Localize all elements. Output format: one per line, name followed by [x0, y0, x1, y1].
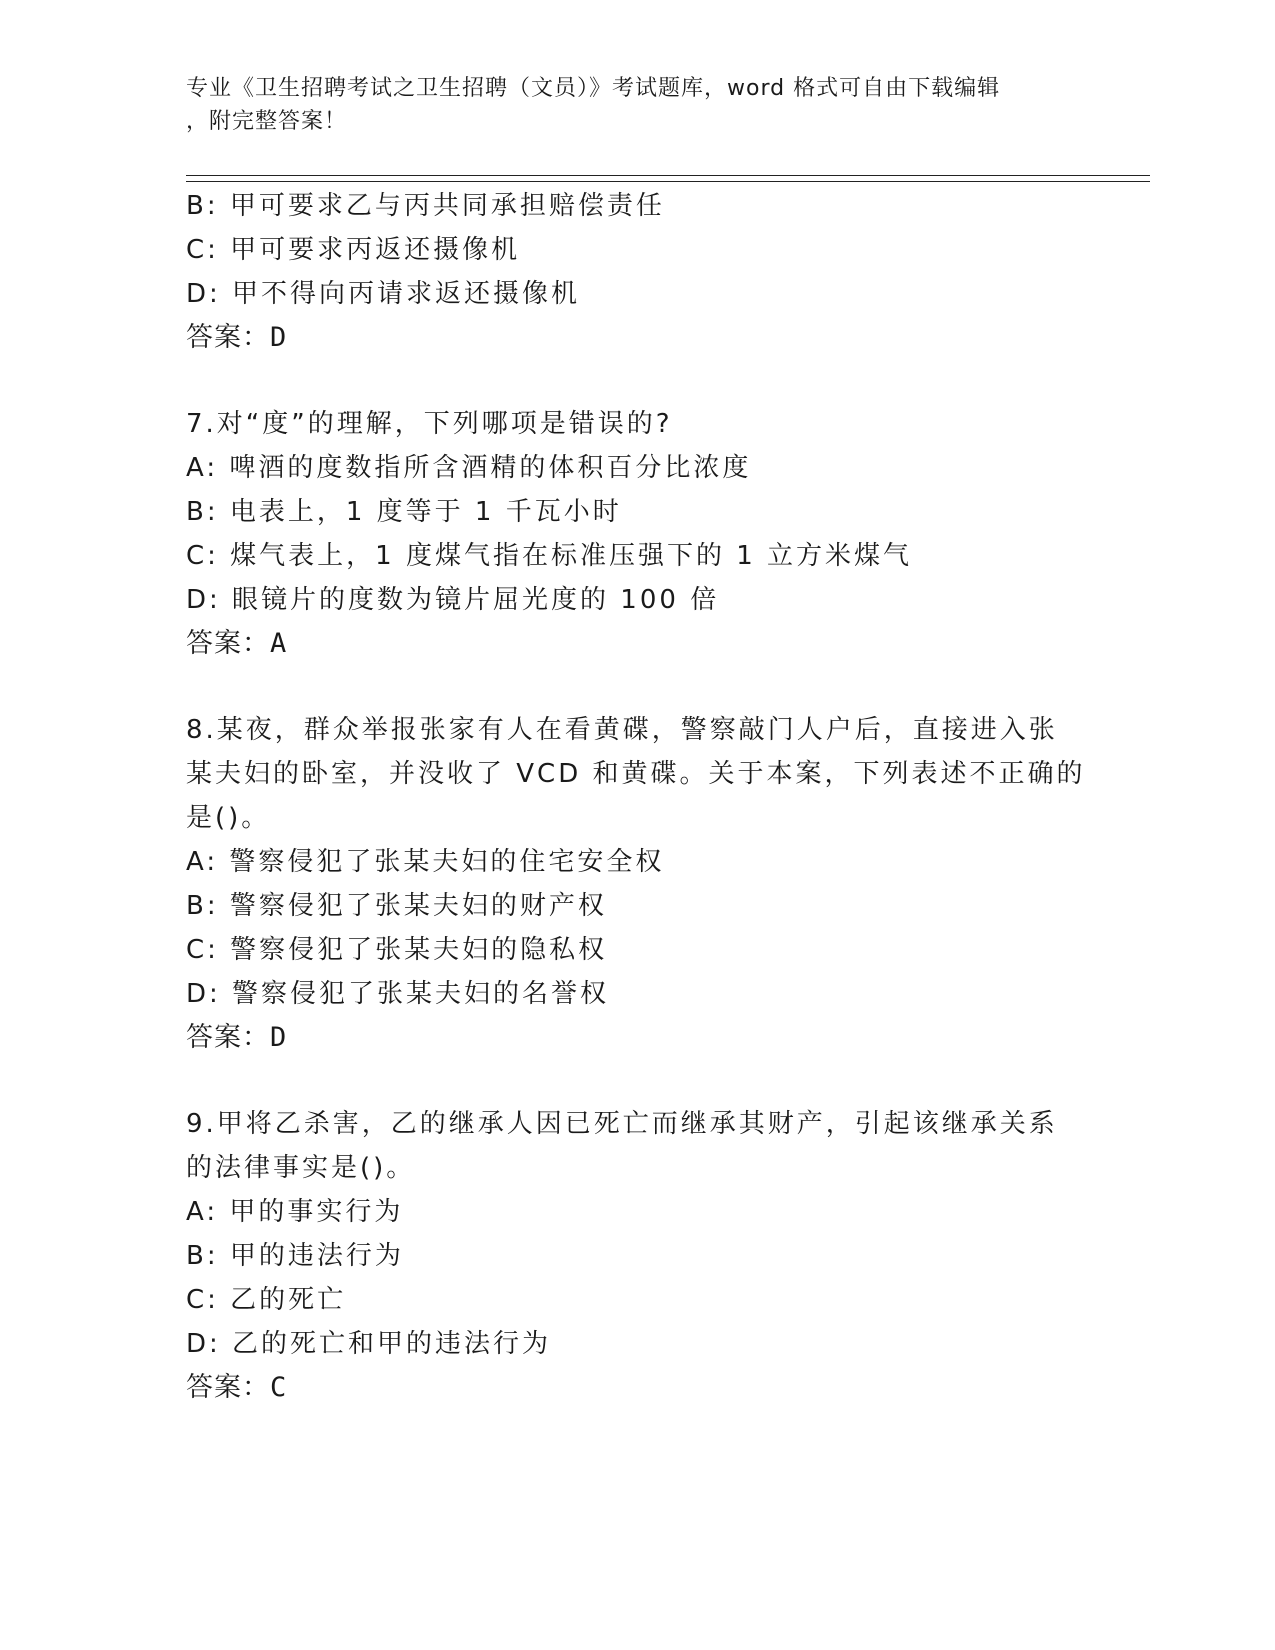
- answer-label: 答案：: [186, 1372, 270, 1403]
- q8-option-c: C: 警察侵犯了张某夫妇的隐私权: [186, 935, 608, 965]
- q9-option-a: A: 甲的事实行为: [186, 1197, 404, 1227]
- header-line-1: 专业《卫生招聘考试之卫生招聘（文员）》考试题库，word 格式可自由下载编辑: [186, 76, 1001, 101]
- header-rule-top: [186, 175, 1150, 176]
- q9-answer: [186, 1370, 287, 1406]
- q7-option-b: B: 电表上，1 度等于 1 千瓦小时: [186, 497, 622, 527]
- answer-value: D: [270, 1022, 288, 1053]
- q9-stem-line-2: 的法律事实是()。: [186, 1153, 416, 1183]
- q6-option-c: C: 甲可要求丙返还摄像机: [186, 235, 521, 265]
- q9-option-d: D: 乙的死亡和甲的违法行为: [186, 1329, 552, 1359]
- header-rule-bottom: [186, 181, 1150, 182]
- q6-option-b: B: 甲可要求乙与丙共同承担赔偿责任: [186, 191, 665, 221]
- q8-option-b: B: 警察侵犯了张某夫妇的财产权: [186, 891, 607, 921]
- q7-stem-line-1: 7.对“度”的理解，下列哪项是错误的?: [186, 409, 673, 439]
- q6-option-d: D: 甲不得向丙请求返还摄像机: [186, 279, 581, 309]
- q7-answer: [186, 626, 287, 662]
- q8-option-a: A: 警察侵犯了张某夫妇的住宅安全权: [186, 847, 665, 877]
- page-header: [186, 72, 1066, 138]
- q8-stem-line-1: 8.某夜，群众举报张家有人在看黄碟，警察敲门人户后，直接进入张: [186, 715, 1058, 745]
- answer-value: D: [270, 322, 288, 353]
- answer-label: 答案：: [186, 1022, 270, 1053]
- q9-option-b: B: 甲的违法行为: [186, 1241, 404, 1271]
- q9-stem-line-1: 9.甲将乙杀害，乙的继承人因已死亡而继承其财产，引起该继承关系: [186, 1109, 1058, 1139]
- q8-stem-line-3: 是()。: [186, 803, 271, 833]
- answer-value: A: [270, 628, 288, 659]
- q6-answer: [186, 320, 287, 356]
- q7-option-c: C: 煤气表上，1 度煤气指在标准压强下的 1 立方米煤气: [186, 541, 913, 571]
- q8-answer: [186, 1020, 287, 1056]
- q8-stem-line-2: 某夫妇的卧室，并没收了 VCD 和黄碟。关于本案，下列表述不正确的: [186, 759, 1086, 789]
- header-line-2: ，附完整答案！: [186, 109, 348, 134]
- answer-label: 答案：: [186, 628, 270, 659]
- q9-option-c: C: 乙的死亡: [186, 1285, 347, 1315]
- answer-label: 答案：: [186, 322, 270, 353]
- answer-value: C: [270, 1372, 288, 1403]
- q7-option-d: D: 眼镜片的度数为镜片屈光度的 100 倍: [186, 585, 720, 615]
- q8-option-d: D: 警察侵犯了张某夫妇的名誉权: [186, 979, 610, 1009]
- q7-option-a: A: 啤酒的度数指所含酒精的体积百分比浓度: [186, 453, 752, 483]
